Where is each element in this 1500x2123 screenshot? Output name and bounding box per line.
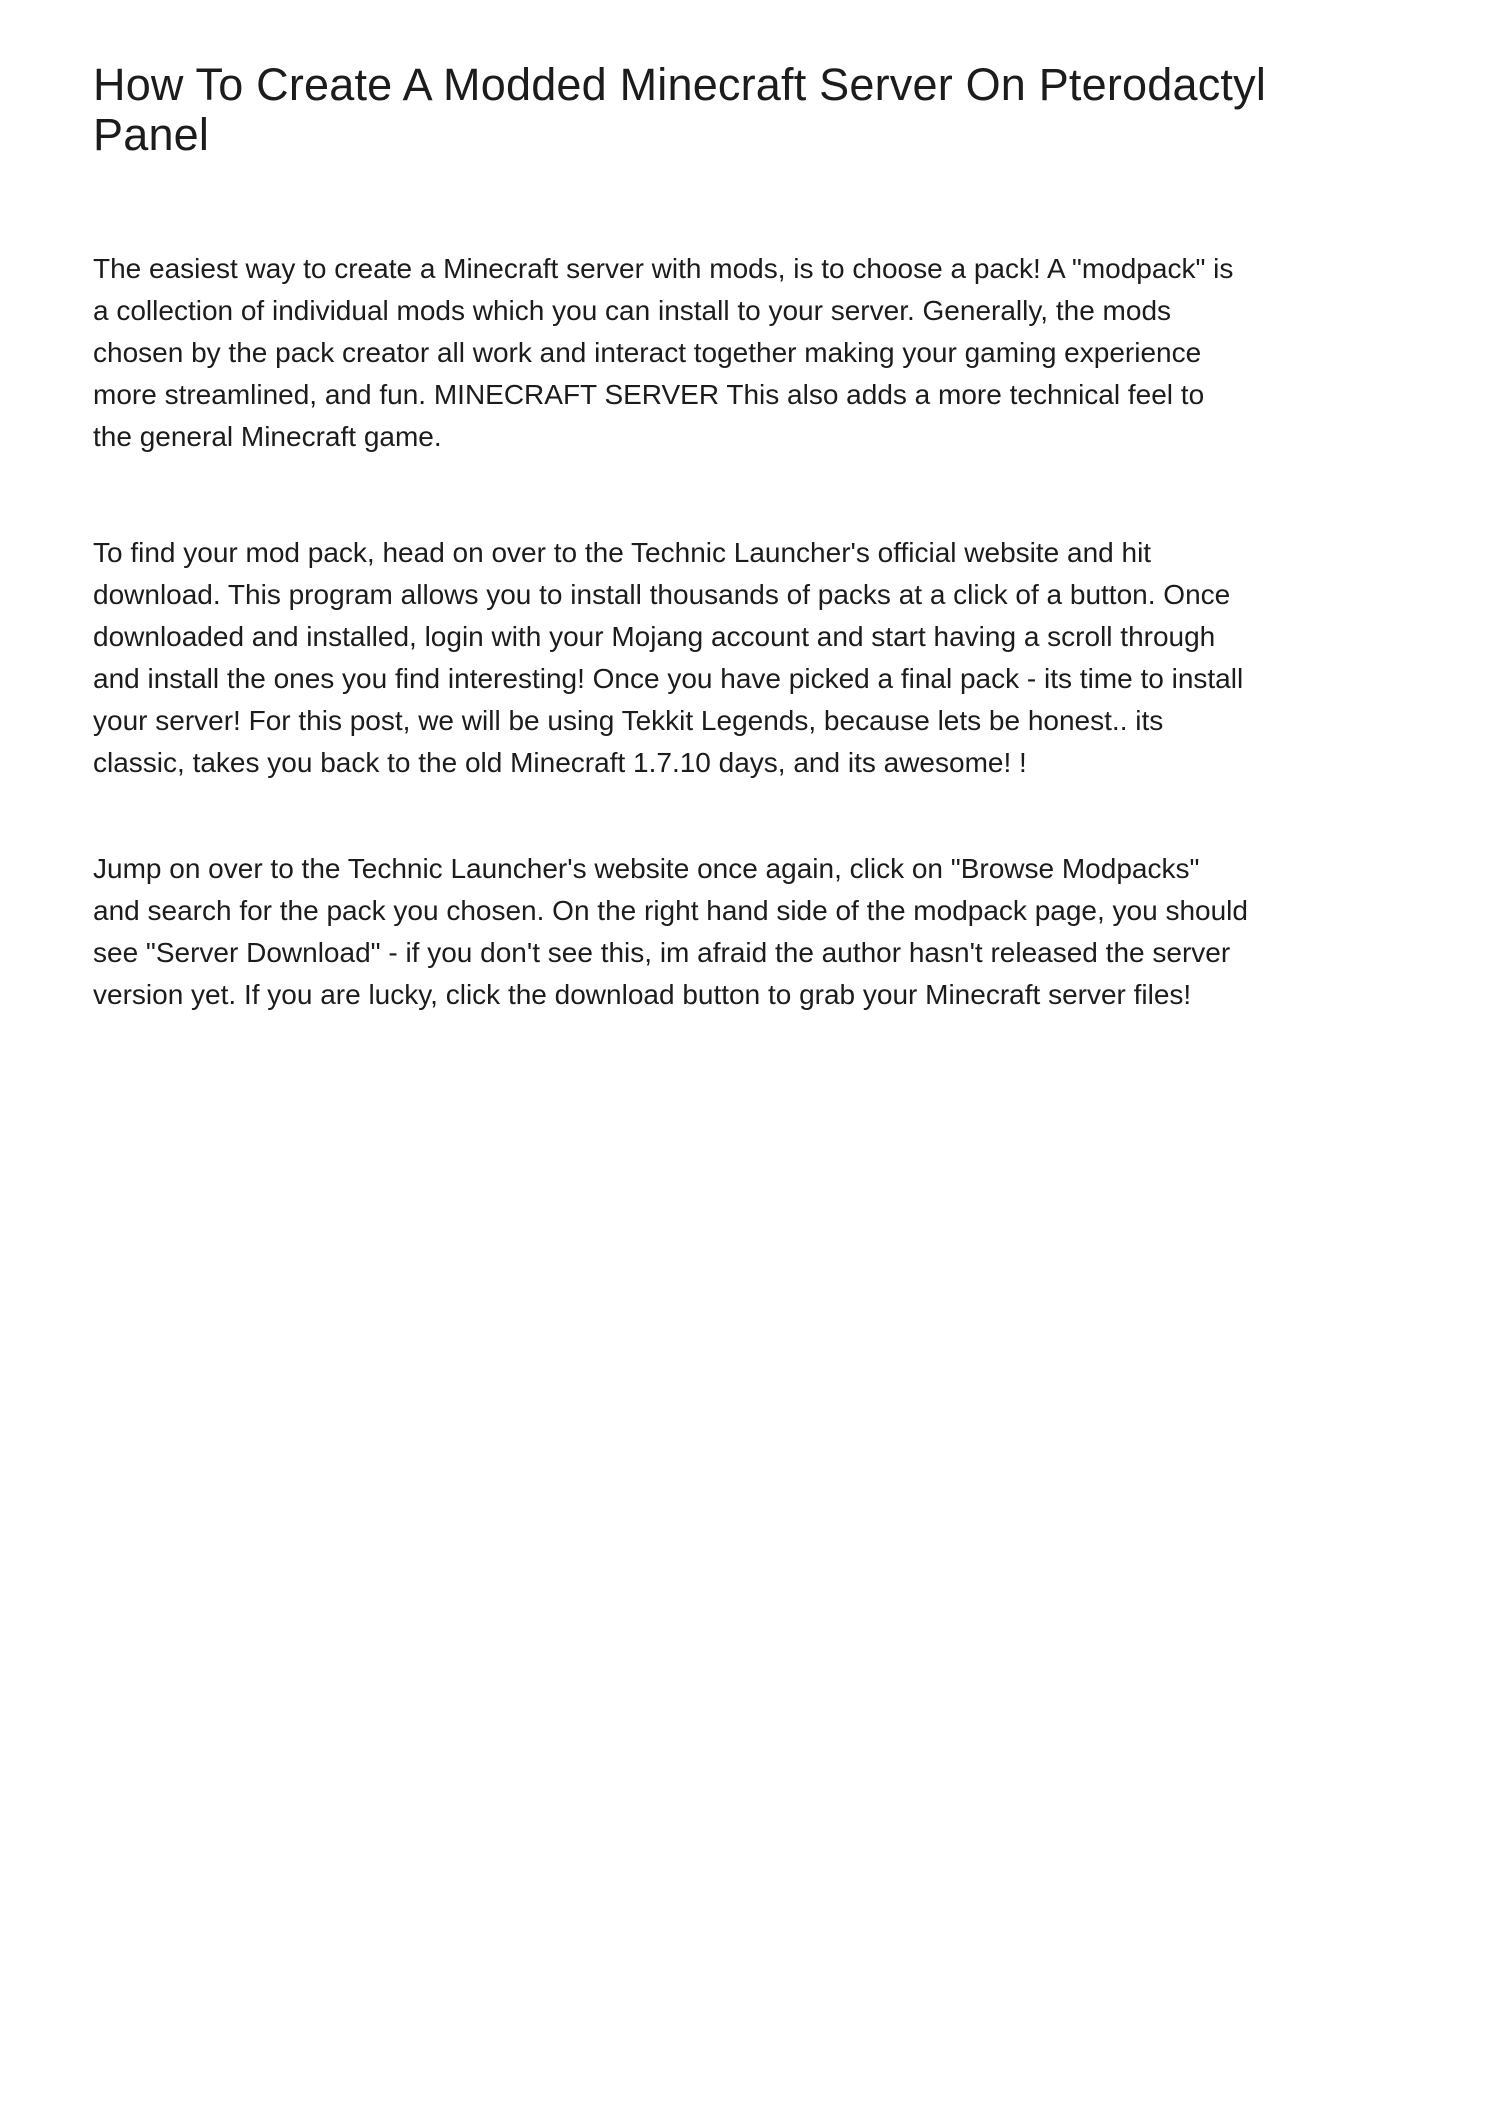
paragraph-modpack-intro [93, 248, 1423, 458]
text-line: classic, takes you back to the old Minecraft 1.7.10 days, and its awesome! ! [93, 747, 1027, 778]
title-line-2: Panel [93, 109, 210, 160]
page-title [93, 60, 1423, 160]
text-line: version yet. If you are lucky, click the download button to grab your Minecraft server files! [93, 979, 1192, 1010]
text-line: more streamlined, and fun. MINECRAFT SERVER This also adds a more technical feel to [93, 379, 1205, 410]
text-line: a collection of individual mods which you can install to your server. Generally, the mods [93, 295, 1172, 326]
text-line: Jump on over to the Technic Launcher's website once again, click on "Browse Modpacks" [93, 853, 1200, 884]
title-line-1: How To Create A Modded Minecraft Server On Pterodactyl [93, 59, 1267, 110]
paragraph-technic-launcher [93, 532, 1423, 784]
text-line: download. This program allows you to install thousands of packs at a click of a button. Once [93, 579, 1231, 610]
text-line: see "Server Download" - if you don't see this, im afraid the author hasn't released the server [93, 937, 1231, 968]
text-line: downloaded and installed, login with your Mojang account and start having a scroll through [93, 621, 1216, 652]
text-line: and install the ones you find interesting! Once you have picked a final pack - its time to install [93, 663, 1244, 694]
document-content [0, 0, 1423, 1016]
text-line: chosen by the pack creator all work and interact together making your gaming experience [93, 337, 1202, 368]
text-line: the general Minecraft game. [93, 421, 442, 452]
paragraph-server-download [93, 848, 1423, 1016]
text-line: To find your mod pack, head on over to the Technic Launcher's official website and hit [93, 537, 1152, 568]
text-line: The easiest way to create a Minecraft server with mods, is to choose a pack! A "modpack" is [93, 253, 1234, 284]
text-line: your server! For this post, we will be using Tekkit Legends, because lets be honest.. its [93, 705, 1164, 736]
text-line: and search for the pack you chosen. On the right hand side of the modpack page, you should [93, 895, 1248, 926]
